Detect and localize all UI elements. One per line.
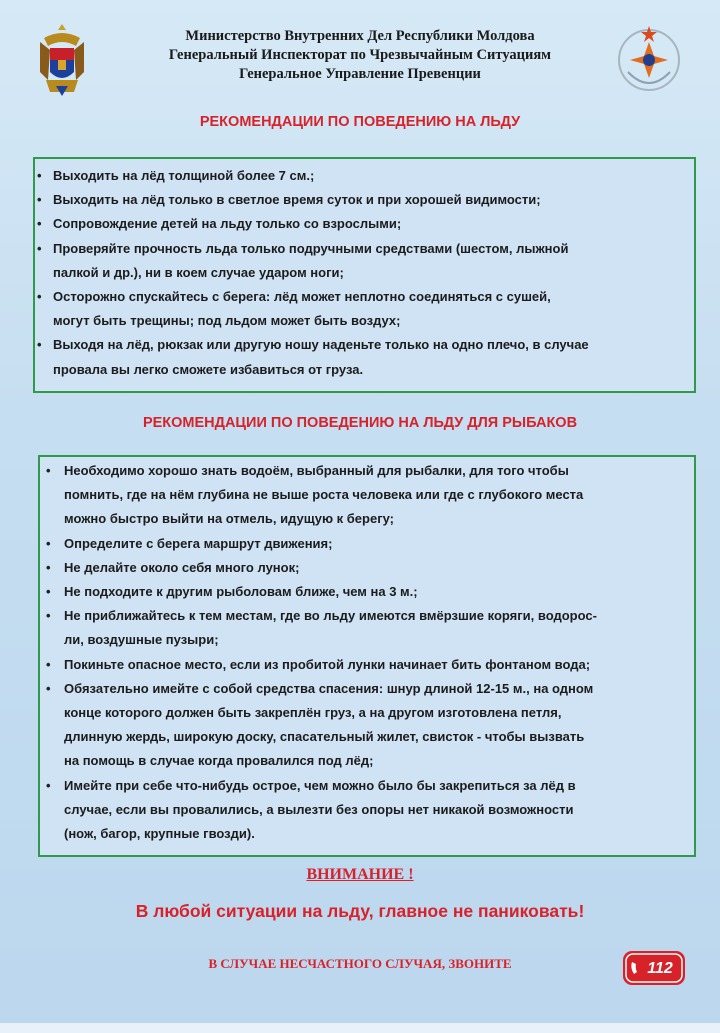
fishermen-recommendation-item-line: конце которого должен быть закреплён груз, а на другом изготовлена петля, xyxy=(64,705,562,721)
attention-heading: ВНИМАНИЕ ! xyxy=(306,866,414,883)
fishermen-recommendation-item-line: ли, воздушные пузыри; xyxy=(64,632,219,648)
fishermen-recommendation-item-line: • Необходимо хорошо знать водоём, выбранный для рыбалки, для того чтобы xyxy=(64,463,569,478)
recommendation-item xyxy=(53,164,682,188)
fishermen-recommendation-item-line: • Не приближайтесь к тем местам, где во льду имеются вмёрзшие коряги, водорос- xyxy=(64,608,597,624)
header-line-1: Министерство Внутренних Дел Республики Молдова xyxy=(185,28,535,44)
fishermen-recommendation-item xyxy=(64,459,684,532)
fishermen-recommendation-item-line: • Обязательно имейте с собой средства спасения: шнур длиной 12-15 м., на одном xyxy=(64,680,594,696)
recommendation-item xyxy=(53,212,682,236)
header-line-3: Генеральное Управление Превенции xyxy=(239,66,481,82)
emergency-112-icon xyxy=(622,950,686,986)
emergency-service-emblem-icon xyxy=(612,20,686,98)
fishermen-recommendation-item-line: • Имейте при себе что-нибудь острое, чем можно было бы закрепиться за лёд в xyxy=(64,777,576,793)
fishermen-recommendation-item-line: • Не подходите к другим рыболовам ближе, чем на 3 м.; xyxy=(64,584,418,600)
fishermen-recommendation-item-line: (нож, багор, крупные гвозди). xyxy=(64,826,255,842)
panic-warning: В любой ситуации на льду, главное не паниковать! xyxy=(135,901,585,921)
fishermen-recommendation-item-line: • Не делайте около себя много лунок; xyxy=(64,559,300,575)
call-instruction: В СЛУЧАЕ НЕСЧАСТНОГО СЛУЧАЯ, ЗВОНИТЕ xyxy=(208,956,512,971)
emergency-number: 112 xyxy=(647,960,673,977)
recommendation-item xyxy=(53,285,682,333)
header-title xyxy=(100,27,620,84)
section2-title: РЕКОМЕНДАЦИИ ПО ПОВЕДЕНИЮ НА ЛЬДУ ДЛЯ РЫБАКОВ xyxy=(142,415,578,431)
fishermen-recommendation-item-line: • Определите с берега маршрут движения; xyxy=(64,535,333,551)
recommendations-list xyxy=(53,164,682,382)
fishermen-recommendation-item-line: на помощь в случае когда провалился под лёд; xyxy=(64,753,374,769)
fishermen-recommendation-item xyxy=(64,604,684,652)
fishermen-recommendation-item xyxy=(64,677,684,774)
fishermen-recommendation-item-line: можно быстро выйти на отмель, идущую к берегу; xyxy=(64,511,395,527)
fishermen-recommendations-box xyxy=(38,455,696,857)
fishermen-recommendation-item xyxy=(64,774,684,847)
fishermen-recommendation-item-line: длинную жердь, широкую доску, спасательный жилет, свисток - чтобы вызвать xyxy=(64,729,585,745)
recommendation-item-line: • Проверяйте прочность льда только подручными средствами (шестом, лыжной xyxy=(53,240,569,256)
recommendation-item xyxy=(53,333,682,381)
recommendation-item xyxy=(53,237,682,285)
fishermen-recommendation-item-line: помнить, где на нём глубина не выше роста человека или где с глубокого места xyxy=(64,487,584,503)
recommendation-item-line: провала вы легко сможете избавиться от груза. xyxy=(53,361,364,377)
recommendation-item-line: палкой и др.), ни в коем случае ударом ноги; xyxy=(53,264,344,280)
moldova-coat-of-arms-icon xyxy=(36,20,88,98)
recommendation-item-line: могут быть трещины; под льдом может быть воздух; xyxy=(53,313,401,329)
recommendation-item-line: • Выходя на лёд, рюкзак или другую ношу наденьте только на одно плечо, в случае xyxy=(53,337,589,353)
recommendation-item-line: • Выходить на лёд толщиной более 7 см.; xyxy=(53,168,315,183)
fishermen-recommendation-item xyxy=(64,653,684,677)
fishermen-recommendations-list xyxy=(64,459,684,846)
recommendation-item-line: • Выходить на лёд только в светлое время суток и при хорошей видимости; xyxy=(53,192,541,208)
fishermen-recommendation-item-line: • Покиньте опасное место, если из пробитой лунки начинает бить фонтаном вода; xyxy=(64,656,591,672)
header-line-2: Генеральный Инспекторат по Чрезвычайным Ситуациям xyxy=(168,47,552,63)
fishermen-recommendation-item-line: случае, если вы провалились, а вылезти без опоры нет никакой возможности xyxy=(64,801,574,817)
recommendation-item-line: • Осторожно спускайтесь с берега: лёд может неплотно соединяться с сушей, xyxy=(53,289,551,305)
fishermen-recommendation-item xyxy=(64,580,684,604)
fishermen-recommendation-item xyxy=(64,556,684,580)
recommendation-item-line: • Сопровождение детей на льду только со взрослыми; xyxy=(53,216,402,232)
header xyxy=(0,20,720,100)
bottom-strip xyxy=(0,1023,720,1033)
fishermen-recommendation-item xyxy=(64,532,684,556)
recommendations-box xyxy=(33,157,696,393)
recommendation-item xyxy=(53,188,682,212)
section1-title: РЕКОМЕНДАЦИИ ПО ПОВЕДЕНИЮ НА ЛЬДУ xyxy=(199,114,521,130)
